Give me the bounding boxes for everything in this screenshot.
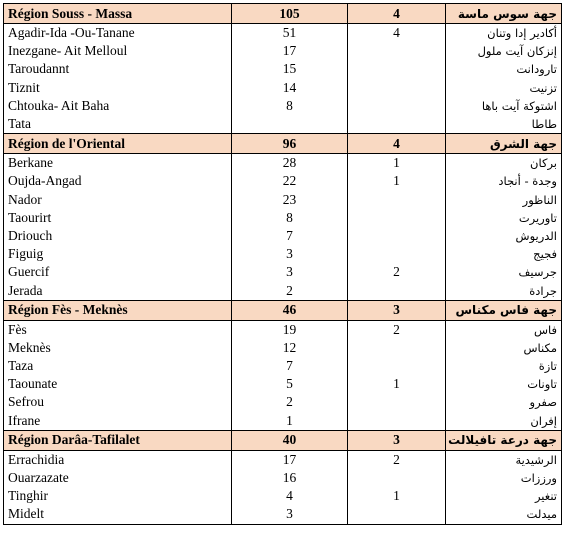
province-name: Errachidia xyxy=(4,450,232,469)
province-name-arabic: تارودانت xyxy=(446,60,562,78)
province-name-arabic: وجدة - أنجاد xyxy=(446,172,562,190)
table-row xyxy=(4,281,562,300)
region-header-row xyxy=(4,4,562,24)
province-name-arabic: أكادير إدا وتنان xyxy=(446,24,562,43)
province-value-2 xyxy=(348,79,446,97)
region-name: Région Souss - Massa xyxy=(4,4,232,24)
regions-table xyxy=(3,3,562,525)
province-value-1: 23 xyxy=(232,191,348,209)
province-value-1: 2 xyxy=(232,393,348,411)
province-name-arabic: مكناس xyxy=(446,339,562,357)
province-value-2 xyxy=(348,42,446,60)
province-name: Ouarzazate xyxy=(4,469,232,487)
province-name-arabic: ميدلت xyxy=(446,505,562,524)
province-value-2: 1 xyxy=(348,154,446,173)
province-name: Figuig xyxy=(4,245,232,263)
province-name-arabic: فاس xyxy=(446,320,562,339)
province-name: Taroudannt xyxy=(4,60,232,78)
table-row xyxy=(4,245,562,263)
region-name: Région de l'Oriental xyxy=(4,134,232,154)
province-value-1: 17 xyxy=(232,450,348,469)
province-name: Tata xyxy=(4,115,232,134)
table-row xyxy=(4,154,562,173)
table-row xyxy=(4,393,562,411)
province-name-arabic: بركان xyxy=(446,154,562,173)
table-row xyxy=(4,339,562,357)
province-name-arabic: فجيج xyxy=(446,245,562,263)
province-value-2 xyxy=(348,191,446,209)
province-value-1: 22 xyxy=(232,172,348,190)
table-row xyxy=(4,375,562,393)
region-name-arabic: جهة درعة تافيلالت xyxy=(446,430,562,450)
province-value-1: 7 xyxy=(232,227,348,245)
province-value-2 xyxy=(348,339,446,357)
province-value-1: 7 xyxy=(232,357,348,375)
province-name-arabic: الدريوش xyxy=(446,227,562,245)
province-value-1: 8 xyxy=(232,97,348,115)
province-value-1: 3 xyxy=(232,263,348,281)
region-count: 4 xyxy=(348,4,446,24)
region-total: 105 xyxy=(232,4,348,24)
province-value-1: 17 xyxy=(232,42,348,60)
province-value-2 xyxy=(348,357,446,375)
region-header-row xyxy=(4,134,562,154)
table-row xyxy=(4,42,562,60)
province-name: Taounate xyxy=(4,375,232,393)
province-name: Fès xyxy=(4,320,232,339)
province-name-arabic: طاطا xyxy=(446,115,562,134)
province-value-2 xyxy=(348,245,446,263)
table-row xyxy=(4,412,562,431)
province-name: Taourirt xyxy=(4,209,232,227)
region-count: 4 xyxy=(348,134,446,154)
region-header-row xyxy=(4,300,562,320)
region-count: 3 xyxy=(348,430,446,450)
province-value-2: 2 xyxy=(348,450,446,469)
table-row xyxy=(4,24,562,43)
table-row xyxy=(4,505,562,524)
table-row xyxy=(4,172,562,190)
table-row xyxy=(4,209,562,227)
region-name: Région Darâa-Tafilalet xyxy=(4,430,232,450)
province-value-2 xyxy=(348,412,446,431)
province-value-2: 1 xyxy=(348,172,446,190)
province-name-arabic: صفرو xyxy=(446,393,562,411)
province-value-1: 3 xyxy=(232,505,348,524)
province-name-arabic: الناظور xyxy=(446,191,562,209)
province-name-arabic: تزنيت xyxy=(446,79,562,97)
table-row xyxy=(4,227,562,245)
table-row xyxy=(4,60,562,78)
province-value-1: 1 xyxy=(232,412,348,431)
table-row xyxy=(4,97,562,115)
table-row xyxy=(4,469,562,487)
province-name: Taza xyxy=(4,357,232,375)
province-value-2: 2 xyxy=(348,320,446,339)
province-value-1: 8 xyxy=(232,209,348,227)
province-name-arabic: تنغير xyxy=(446,487,562,505)
province-value-1: 15 xyxy=(232,60,348,78)
table-row xyxy=(4,320,562,339)
province-value-2 xyxy=(348,469,446,487)
province-name: Guercif xyxy=(4,263,232,281)
province-name: Tiznit xyxy=(4,79,232,97)
region-name-arabic: جهة سوس ماسة xyxy=(446,4,562,24)
province-name-arabic: تاوريرت xyxy=(446,209,562,227)
province-value-1: 16 xyxy=(232,469,348,487)
table-row xyxy=(4,487,562,505)
province-value-1: 12 xyxy=(232,339,348,357)
province-value-1: 2 xyxy=(232,281,348,300)
table-row xyxy=(4,357,562,375)
province-name-arabic: اشتوكة آيت باها xyxy=(446,97,562,115)
region-total: 46 xyxy=(232,300,348,320)
province-name: Oujda-Angad xyxy=(4,172,232,190)
province-value-1: 51 xyxy=(232,24,348,43)
province-value-1: 28 xyxy=(232,154,348,173)
province-name: Sefrou xyxy=(4,393,232,411)
province-value-2 xyxy=(348,281,446,300)
province-value-2 xyxy=(348,97,446,115)
province-name-arabic: جرسيف xyxy=(446,263,562,281)
province-name: Driouch xyxy=(4,227,232,245)
province-value-2 xyxy=(348,60,446,78)
province-name: Midelt xyxy=(4,505,232,524)
province-name-arabic: تازة xyxy=(446,357,562,375)
province-value-2 xyxy=(348,393,446,411)
province-name-arabic: إفران xyxy=(446,412,562,431)
province-name: Meknès xyxy=(4,339,232,357)
province-value-2: 2 xyxy=(348,263,446,281)
province-name: Nador xyxy=(4,191,232,209)
province-value-1: 19 xyxy=(232,320,348,339)
province-value-2 xyxy=(348,227,446,245)
table-row xyxy=(4,115,562,134)
province-name: Chtouka- Ait Baha xyxy=(4,97,232,115)
region-total: 40 xyxy=(232,430,348,450)
province-name-arabic: الرشيدية xyxy=(446,450,562,469)
province-name: Tinghir xyxy=(4,487,232,505)
province-value-1: 4 xyxy=(232,487,348,505)
province-value-2 xyxy=(348,505,446,524)
province-name: Agadir-Ida -Ou-Tanane xyxy=(4,24,232,43)
province-name: Jerada xyxy=(4,281,232,300)
province-value-1 xyxy=(232,115,348,134)
province-name: Berkane xyxy=(4,154,232,173)
province-value-2 xyxy=(348,209,446,227)
province-value-1: 14 xyxy=(232,79,348,97)
province-value-1: 3 xyxy=(232,245,348,263)
province-value-2: 1 xyxy=(348,375,446,393)
province-value-2 xyxy=(348,115,446,134)
region-name-arabic: جهة فاس مكناس xyxy=(446,300,562,320)
region-header-row xyxy=(4,430,562,450)
region-count: 3 xyxy=(348,300,446,320)
region-name-arabic: جهة الشرق xyxy=(446,134,562,154)
table-row xyxy=(4,79,562,97)
table-row xyxy=(4,450,562,469)
province-name-arabic: إنزكان آيت ملول xyxy=(446,42,562,60)
province-name-arabic: ورززات xyxy=(446,469,562,487)
province-name-arabic: جرادة xyxy=(446,281,562,300)
province-name: Ifrane xyxy=(4,412,232,431)
table-row xyxy=(4,263,562,281)
province-name-arabic: تاونات xyxy=(446,375,562,393)
province-value-2: 4 xyxy=(348,24,446,43)
province-name: Inezgane- Ait Melloul xyxy=(4,42,232,60)
regions-table-body xyxy=(4,4,562,525)
province-value-2: 1 xyxy=(348,487,446,505)
region-name: Région Fès - Meknès xyxy=(4,300,232,320)
region-total: 96 xyxy=(232,134,348,154)
province-value-1: 5 xyxy=(232,375,348,393)
table-row xyxy=(4,191,562,209)
